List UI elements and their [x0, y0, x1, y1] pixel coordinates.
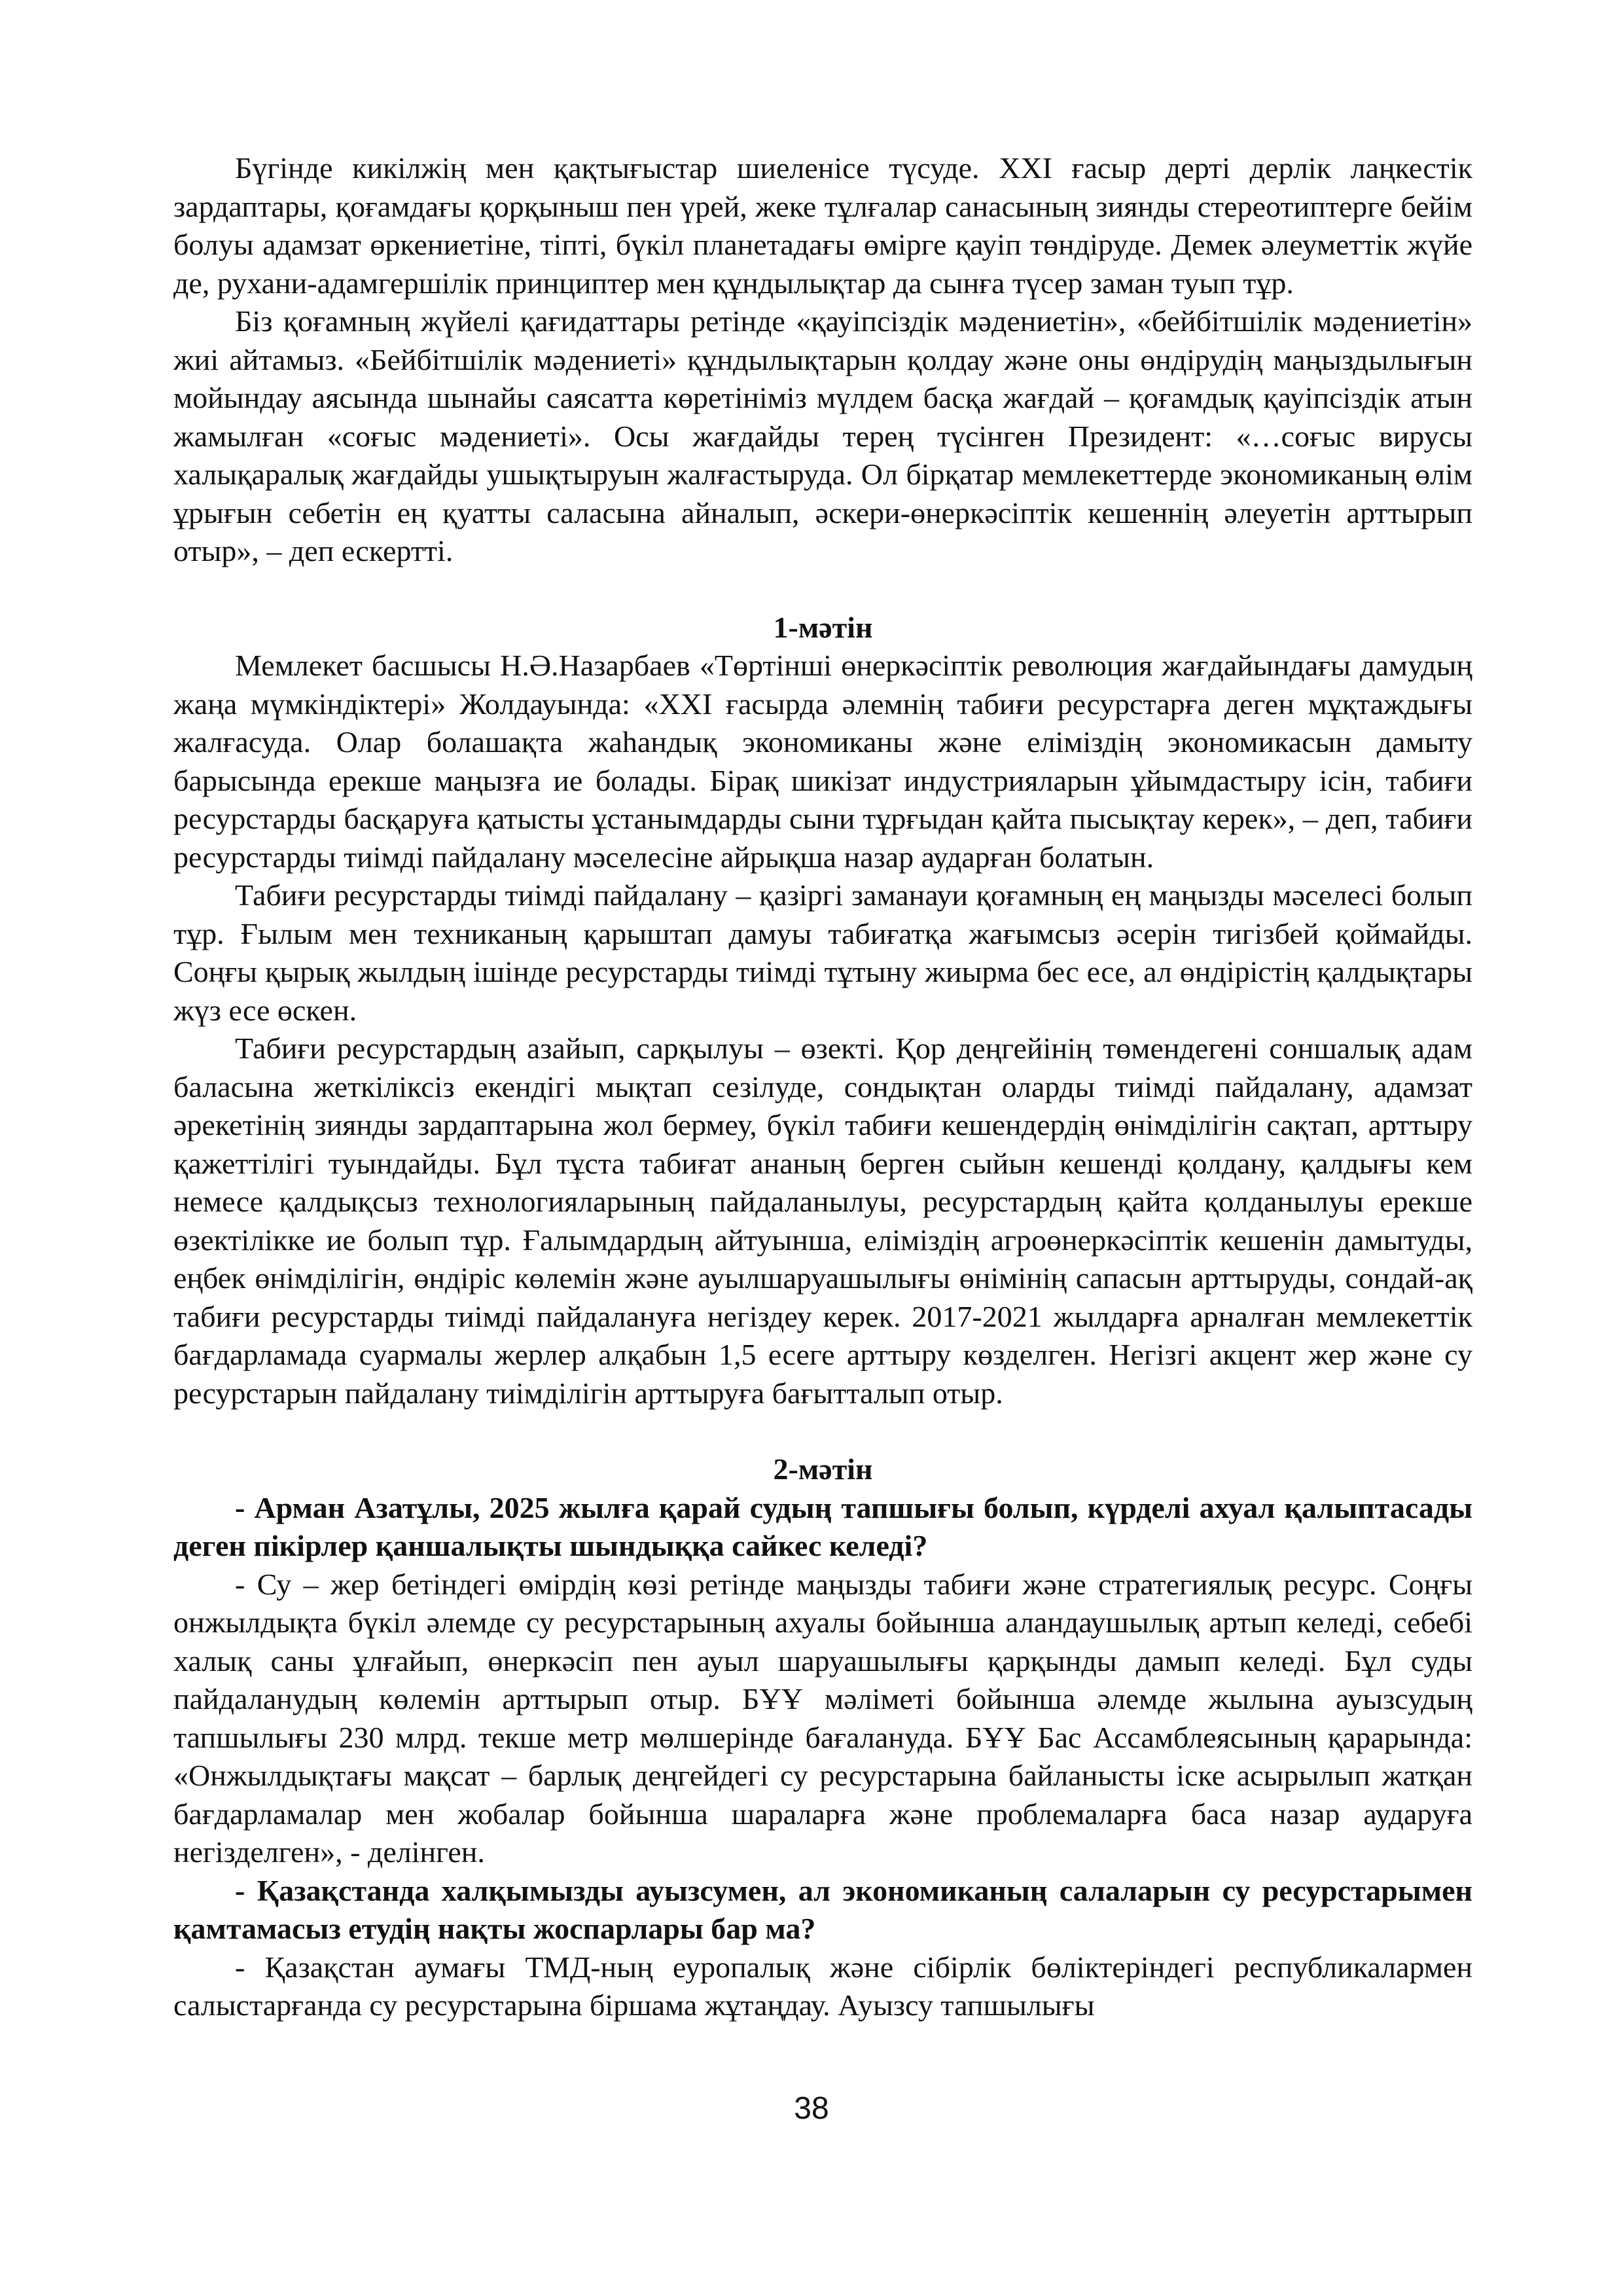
interview-question-2: - Қазақстанда халқымызды ауызсумен, ал экономиканың салаларын су ресурстарымен қамтамасыз етудің нақты жоспарлары бар ма?: [173, 1873, 1472, 1945]
text1-heading: 1-мәтін: [773, 610, 873, 644]
spacer: [173, 571, 1472, 609]
text1-paragraph-2: Табиғи ресурстарды тиімді пайдалану – қазіргі заманауи қоғамның ең маңызды мәселесі болып тұр. Ғылым мен техниканың қарыштап дамуы табиғатқа жағымсыз әсерін тигізбей қоймайды. Соңғы қырық жылдың ішінде ресурстарды тиімді тұтыну жиырма бес есе, ал өндірістің қалдықтары жүз есе өскен.: [173, 878, 1472, 1027]
text2-heading: 2-мәтін: [773, 1452, 873, 1486]
text1-paragraph-1: Мемлекет басшысы Н.Ә.Назарбаев «Төртінші өнеркәсіптік революция жағдайындағы дамудың жаңа мүмкіндіктері» Жолдауында: «XXI ғасырда әлемнің табиғи ресурстарға деген мұқтаждығы жалғасуда. Олар болашақта жаһандық экономиканы және еліміздің экономикасын дамыту барысында ерекше маңызға ие болады. Бірақ шикізат индустрияларын ұйымдастыру ісін, табиғи ресурстарды басқаруға қатысты ұстанымдарды сыни тұрғыдан қайта пысықтау керек», – деп, табиғи ресурстарды тиімді пайдалану мәселесіне айрықша назар аударған болатын.: [173, 649, 1472, 874]
document-body: [173, 149, 1472, 2025]
page-number: 38: [794, 2091, 829, 2126]
interview-question-1: - Арман Азатұлы, 2025 жылға қарай судың тапшығы болып, күрделі ахуал қалыптасады деген пікірлер қаншалықты шындыққа сайкес келеді?: [173, 1490, 1472, 1562]
intro-paragraph-1: Бүгінде кикілжің мен қақтығыстар шиеленісе түсуде. XXI ғасыр дерті дерлік лаңкестік зардаптары, қоғамдағы қорқыныш пен үрей, жеке тұлғалар санасының зиянды стереотиптерге бейім болуы адамзат өркениетіне, тіпті, бүкіл планетадағы өмірге қауіп төндіруде. Демек әлеуметтік жүйе де, рухани-адамгершілік принциптер мен құндылықтар да сынға түсер заман туып тұр.: [173, 151, 1472, 300]
interview-answer-2: - Қазақстан аумағы ТМД-ның еуропалық және сібірлік бөліктеріндегі республикалармен салыстарғанда су ресурстарына біршама жұтаңдау. Ауызсу тапшылығы: [173, 1950, 1472, 2022]
intro-paragraph-2: Біз қоғамның жүйелі қағидаттары ретінде «қауіпсіздік мәдениетін», «бейбітшілік мәдениетін» жиі айтамыз. «Бейбітшілік мәдениеті» құндылықтарын қолдау және оны өндірудің маңыздылығын мойындау аясында шынайы саясатта көретініміз мүлдем басқа жағдай – қоғамдық қауіпсіздік атын жамылған «соғыс мәдениеті». Осы жағдайды терең түсінген Президент: «…соғыс вирусы халықаралық жағдайды ушықтыруын жалғастыруда. Ол бірқатар мемлекеттерде экономиканың өлім ұрығын себетін ең қуатты саласына айналып, әскери-өнеркәсіптік кешеннің әлеуетін арттырып отыр», – деп ескертті.: [173, 304, 1472, 567]
interview-answer-1: - Су – жер бетіндегі өмірдің көзі ретінде маңызды табиғи және стратегиялық ресурс. Соңғы онжылдықта бүкіл әлемде су ресурстарының ахуалы бойынша аландаушылық артып келеді, себебі халық саны ұлғайып, өнеркәсіп пен ауыл шаруашылығы қарқынды дамып келеді. Бұл суды пайдаланудың көлемін арттырып отыр. БҰҰ мәліметі бойынша әлемде жылына ауызсудың тапшылығы 230 млрд. текше метр мөлшерінде бағалануда. БҰҰ Бас Ассамблеясының қарарында: «Онжылдықтағы мақсат – барлық деңгейдегі су ресурстарына байланысты іске асырылып жатқан бағдарламалар мен жобалар бойынша шараларға және проблемаларға баса назар аударуға негізделген», - делінген.: [173, 1567, 1472, 1869]
spacer: [173, 1412, 1472, 1450]
text1-paragraph-3: Табиғи ресурстардың азайып, сарқылуы – өзекті. Қор деңгейінің төмендегені соншалық адам баласына жеткіліксіз екендігі мықтап сезілуде, сондықтан оларды тиімді пайдалану, адамзат әрекетінің зиянды зардаптарына жол бермеу, бүкіл табиғи кешендердің өнімділігін сақтап, арттыру қажеттілігі туындайды. Бұл тұста табиғат ананың берген сыйын кешенді қолдану, қалдығы кем немесе қалдықсыз технологияларының пайдаланылуы, ресурстардың қайта қолданылуы ерекше өзектілікке ие болып тұр. Ғалымдардың айтуынша, еліміздің агроөнеркәсіптік кешенін дамытуды, еңбек өнімділігін, өндіріс көлемін және ауылшаруашылығы өнімінің сапасын арттыруды, сондай-ақ табиғи ресурстарды тиімді пайдалануға негіздеу керек. 2017-2021 жылдарға арналған мемлекеттік бағдарламада суармалы жерлер алқабын 1,5 есеге арттыру көзделген. Негізгі акцент жер және су ресурстарын пайдалану тиімділігін арттыруға бағытталып отыр.: [173, 1031, 1472, 1410]
